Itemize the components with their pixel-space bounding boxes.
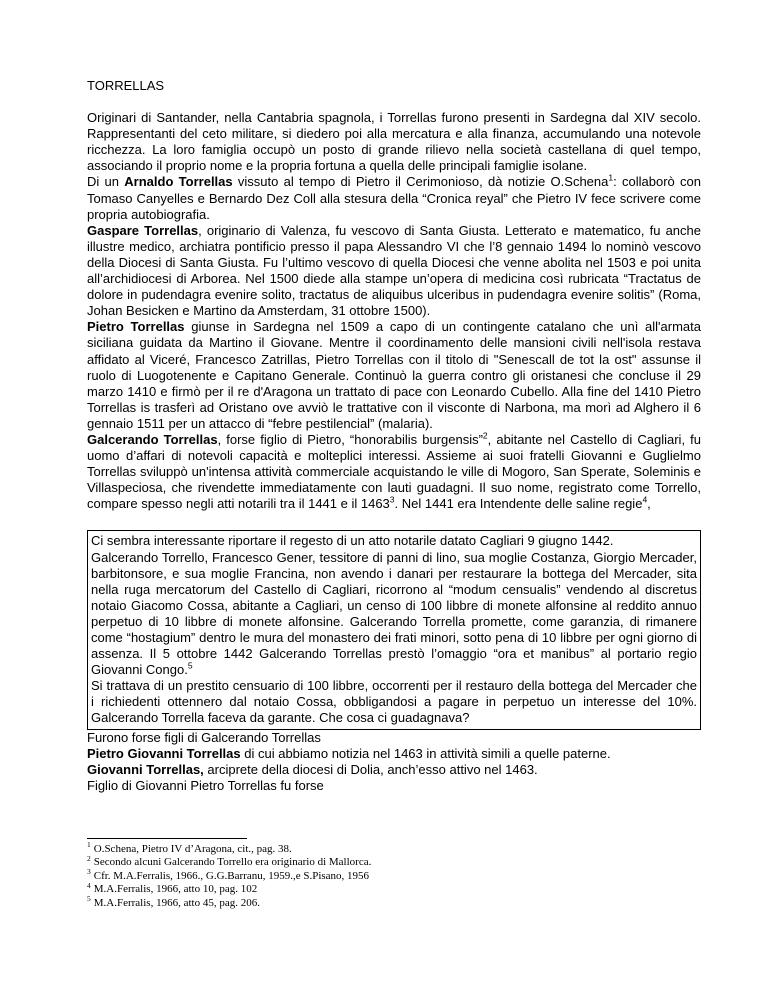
pietro-giovanni-line	[87, 746, 701, 762]
pietro-giovanni-text: di cui abbiamo notizia nel 1463 in attività simili a quelle paterne.	[240, 745, 611, 761]
footnote	[87, 894, 701, 911]
galcerando-text-3: . Nel 1441 era Intendente delle saline regie	[394, 496, 643, 512]
arnaldo-pre: Di un	[87, 174, 125, 190]
footnote-text: M.A.Ferralis, 1966, atto 10, pag. 102	[93, 883, 258, 896]
box-paragraph-2-text: Galcerando Torrello, Francesco Gener, tessitore di panni di lino, sua moglie Costanza, Giorgio Mercader, barbitonsore, e sua moglie Francina, non avendo i danari per restaurare la bottega del Mercader, sita nella ruga mercatorum del Castello di Cagliari, ricorrono al “modum censualis” vendendo al discretus notaio Giacomo Cossa, abitante a Cagliari, un censo di 100 libbre di monete alfonsine al reddito annuo perpetuo di 10 libbre di monete alfonsine. Galcerando Torrella promette, come garanzia, di rimanere come “hostagium” dentro le mura del monastero dei frati minori, sotto pena di 10 libbre per ogni giorno di assenza. Il 5 ottobre 1442 Galcerando Torrellas prestò l’omaggio “ora et manibus” al portario regio Giovanni Congo.	[91, 549, 697, 678]
footnote-number: 3	[87, 867, 91, 877]
gaspare-name: Gaspare Torrellas	[87, 222, 199, 238]
footnote-ref-1[interactable]: 1	[608, 173, 614, 184]
figli-intro: Furono forse figli di Galcerando Torrellas	[87, 729, 321, 745]
footnote	[87, 853, 701, 870]
giovanni-name: Giovanni Torrellas,	[87, 761, 204, 777]
footnote	[87, 840, 701, 857]
box-paragraph-3: Si trattava di un prestito censuario di 100 libbre, occorrenti per il restauro della bottega del Mercader che i richiedenti ottennero dal notaio Cossa, obbligandosi a pagare in perpetuo un interesse del 10%. Galcerando Torrella faceva da garante. Che cosa ci guadagnava?	[91, 678, 697, 726]
box-paragraph-1: Ci sembra interessante riportare il regesto di un atto notarile datato Cagliari 9 giugno 1442.	[91, 533, 614, 549]
pietro-text: giunse in Sardegna nel 1509 a capo di un contingente catalano che unì all'armata siciliana guidata da Martino il Giovane. Mentre il coordinamento delle mansioni civili nell'isola restava affidato al Viceré, Francesco Zatrillas, Pietro Torrellas con il titolo di "Senescall de tot la ost" assunse il ruolo di Luogotenente e Capitano Generale. Continuò la guerra contro gli oristanesi che concluse il 29 marzo 1410 e firmò per il re d'Aragona un trattato di pace con Leonardo Cubello. Alla fine del 1410 Pietro Torrellas is trasferì ad Oristano ove avviò le trattative con il visconte di Narbona, ma morì ad Alghero il 6 gennaio 1511 per un attacco di “febre pestilencial” (malaria).	[87, 319, 701, 431]
giovanni-text: arciprete della diocesi di Dolia, anch’esso attivo nel 1463.	[203, 761, 538, 777]
footnotes	[87, 840, 701, 911]
arnaldo-mid: vissuto al tempo di Pietro il Cerimonioso, dà notizie O.Schena	[232, 174, 609, 190]
footnote-text: M.A.Ferralis, 1966, atto 45, pag. 206.	[93, 896, 260, 909]
footnote-number: 1	[87, 840, 91, 850]
document-page	[87, 78, 701, 910]
arnaldo-name: Arnaldo Torrellas	[124, 174, 233, 190]
box-paragraph-2	[91, 550, 697, 679]
gaspare-text: , originario di Valenza, fu vescovo di Santa Giusta. Letterato e matematico, fu anche illustre medico, archiatra pontificio presso il papa Alessandro VI che l’8 gennaio 1494 lo nominò vescovo della Diocesi di Santa Giusta. Fu l’ultimo vescovo di quella Diocesi che venne abolita nel 1503 e poi unita all’archidiocesi di Arborea. Nel 1500 diede alla stampe un’opera di medicina così rubricata “Tractatus de dolore in pudendagra evenire solito, tractatus de aliquibus ulceribus in pudendagra evenire solitis” (Roma, Johan Besicken e Martino da Amsterdam, 31 ottobre 1500).	[87, 222, 701, 319]
document-title: TORRELLAS	[87, 78, 165, 93]
galcerando-text-4: ,	[647, 496, 651, 512]
galcerando-name: Galcerando Torrellas	[87, 431, 218, 447]
footnote-separator	[87, 838, 247, 839]
footnote-number: 4	[87, 880, 91, 890]
footnote	[87, 867, 701, 884]
footnote-number: 2	[87, 853, 91, 863]
figlio-line: Figlio di Giovanni Pietro Torrellas fu forse	[87, 777, 324, 793]
pietro-giovanni-name: Pietro Giovanni Torrellas	[87, 745, 241, 761]
footnote-number: 5	[87, 894, 91, 904]
pietro-paragraph	[87, 319, 701, 432]
footnote-ref-5[interactable]: 5	[187, 660, 193, 671]
footnote-ref-3[interactable]: 3	[389, 495, 395, 506]
galcerando-text-1: , forse figlio di Pietro, “honorabilis burgensis”	[217, 431, 483, 447]
gaspare-paragraph	[87, 223, 701, 320]
footnote-text: Cfr. M.A.Ferralis, 1966., G.G.Barranu, 1959.,e S.Pisano, 1956	[93, 869, 370, 882]
arnaldo-paragraph	[87, 174, 701, 222]
galcerando-text-2: , abitante nel Castello di Cagliari, fu uomo d’affari di notevoli capacità e molteplici interessi. Assieme ai suoi fratelli Giovanni e Guglielmo Torrellas sviluppò un'intensa attività commerciale acquistando le ville di Mogoro, San Sperate, Soleminis e Villaspeciosa, che rivendette immediatamente con lauti guadagni. Il suo nome, registrato come Torrello, compare spesso negli atti notarili tra il 1441 e il 1463	[87, 431, 701, 512]
intro-paragraph: Originari di Santander, nella Cantabria spagnola, i Torrellas furono presenti in Sardegna dal XIV secolo. Rappresentanti del ceto militare, si diedero poi alla mercatura e alla finanza, accumulando una notevole ricchezza. La loro famiglia occupò un posto di grande rilievo nella società castellana di quel tempo, associando il proprio nome e la propria fortuna a quella delle principali famiglie isolane.	[87, 110, 701, 174]
pietro-name: Pietro Torrellas	[87, 319, 185, 335]
giovanni-line	[87, 762, 701, 778]
notarial-act-box	[87, 530, 701, 729]
arnaldo-post: : collaborò con Tomaso Canyelles e Bernardo Dez Coll alla stesura della “Cronica reyal” che Pietro IV fece scrivere come propria autobiografia.	[87, 174, 701, 222]
galcerando-paragraph	[87, 432, 701, 512]
footnote-ref-2[interactable]: 2	[482, 430, 488, 441]
footnote	[87, 880, 701, 897]
footnote-text: Secondo alcuni Galcerando Torrello era originario di Mallorca.	[93, 856, 372, 869]
footnote-ref-4[interactable]: 4	[642, 495, 648, 506]
footnote-text: O.Schena, Pietro IV d’Aragona, cit., pag. 38.	[93, 842, 292, 855]
